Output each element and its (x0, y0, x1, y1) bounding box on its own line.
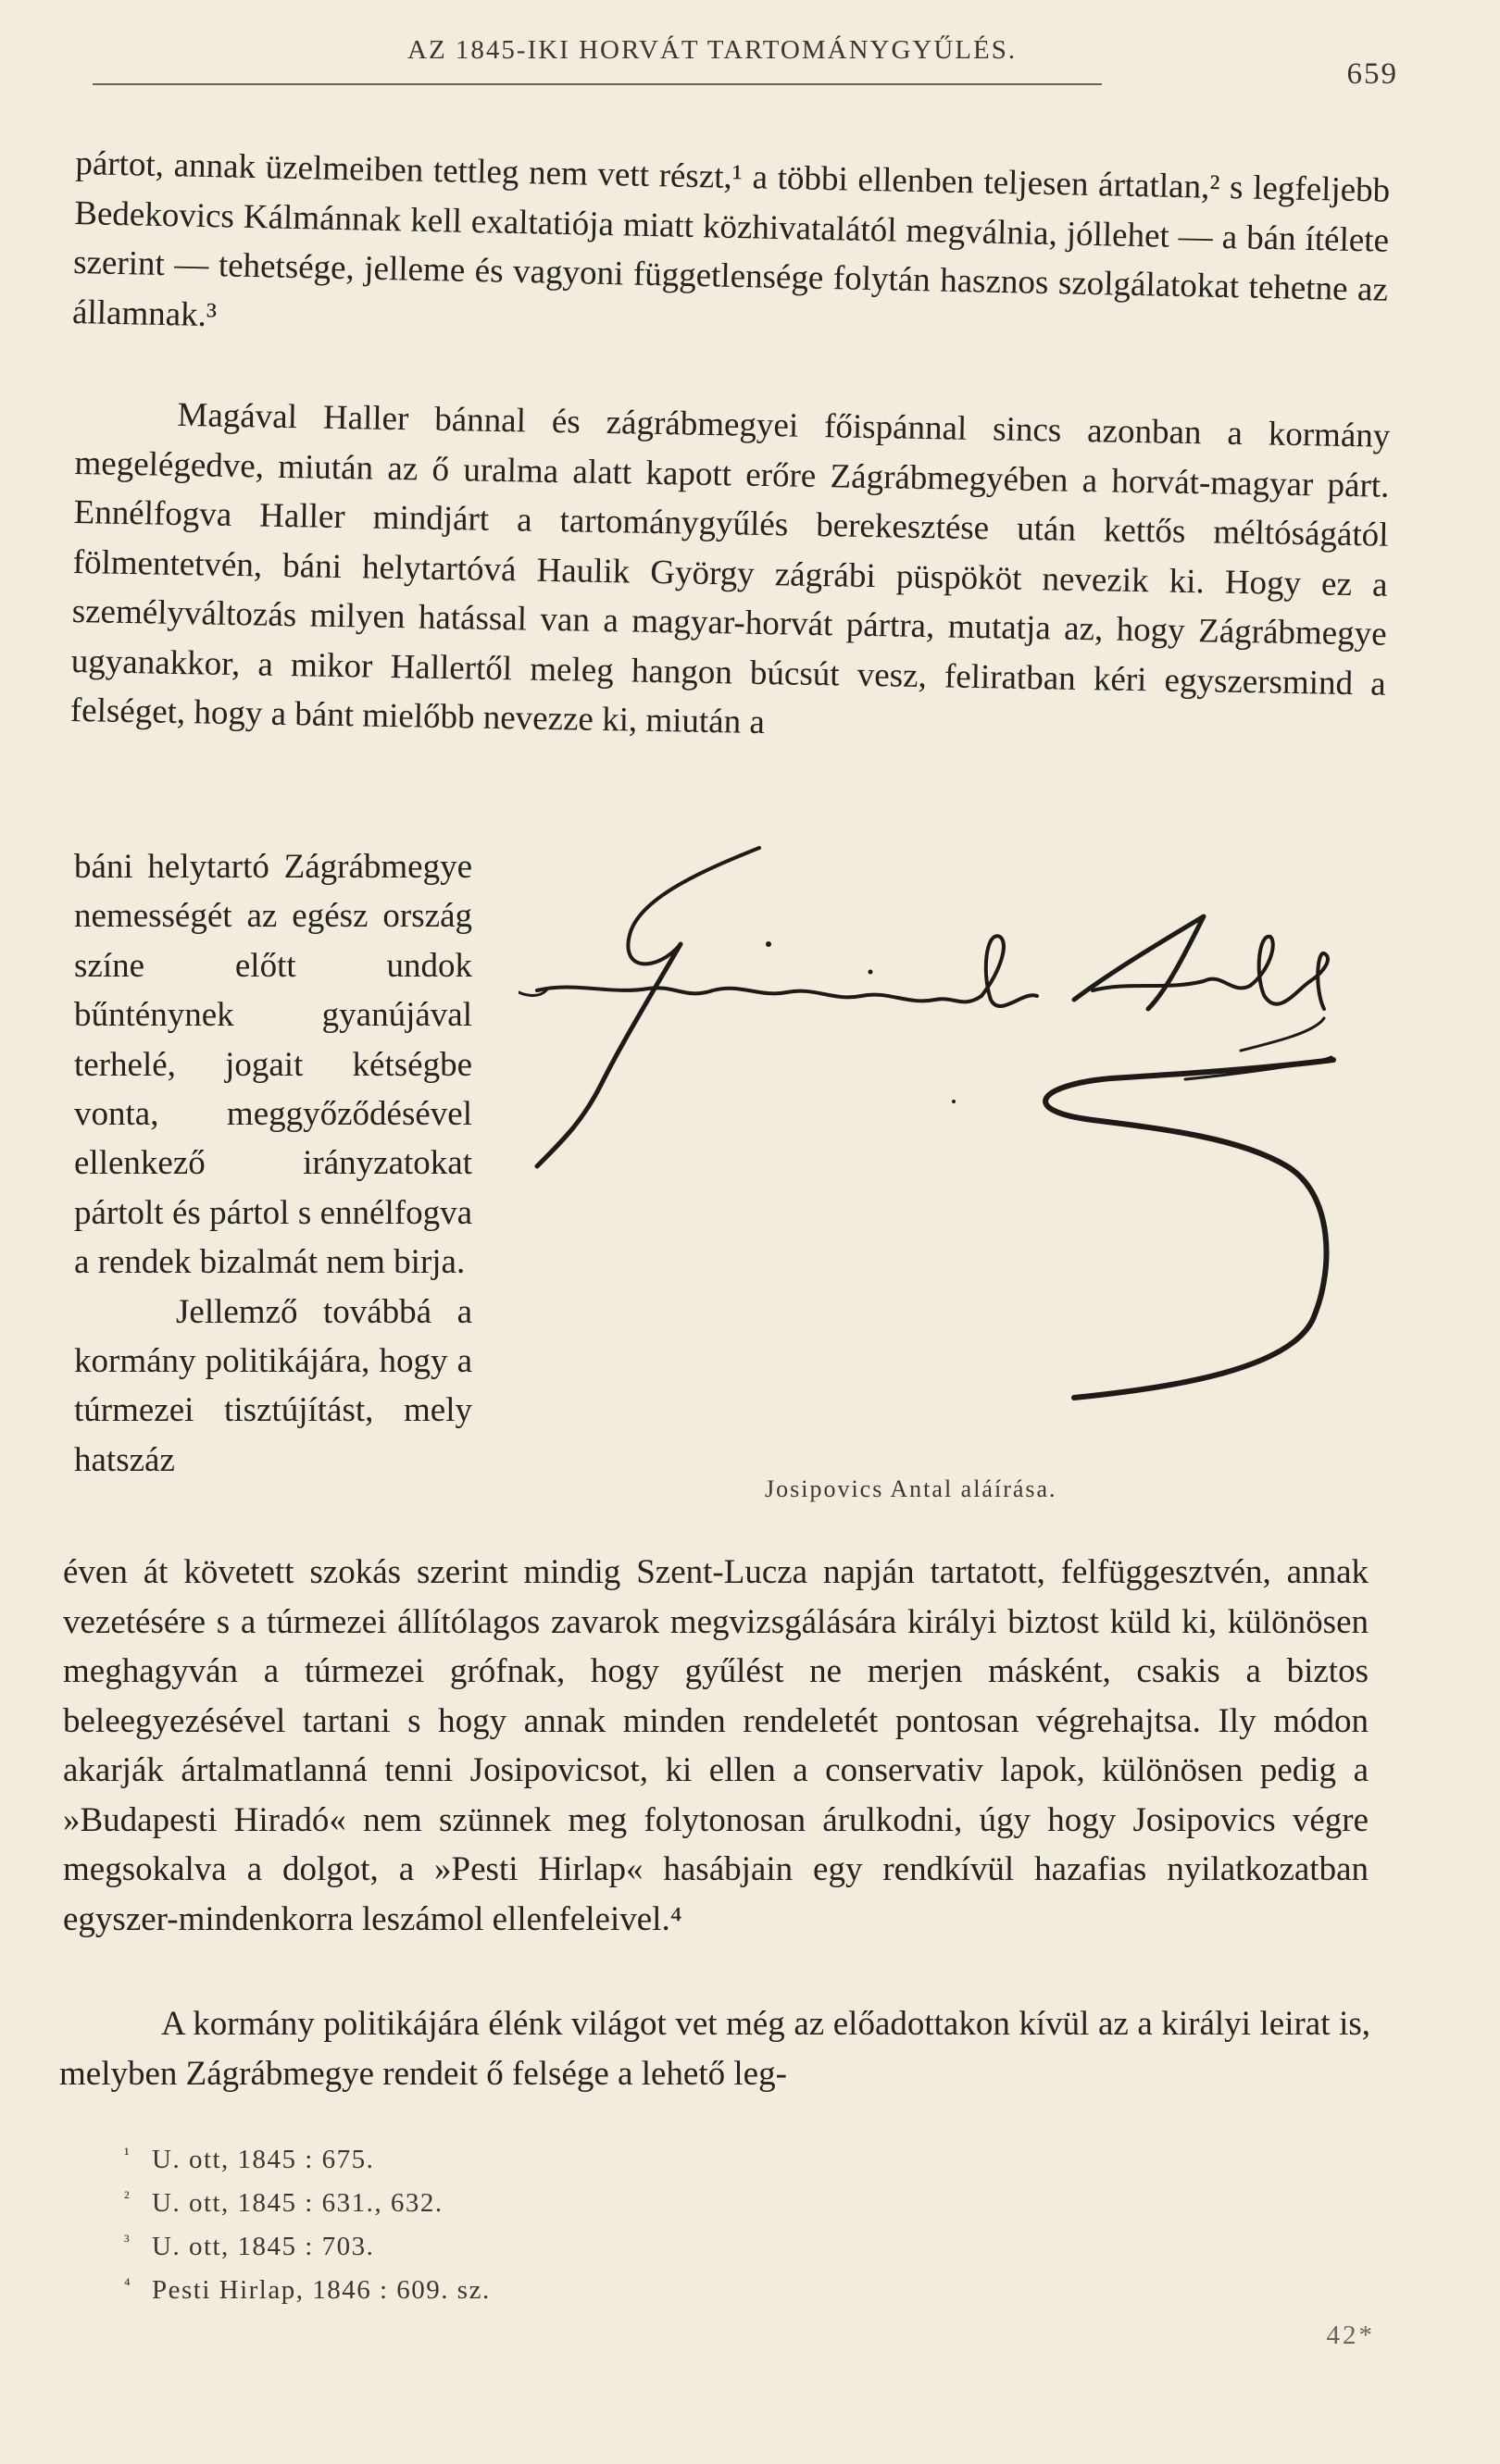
paragraph-4: A kormány politikájára élénk világot vet még az előadottakon kívül az a királyi leirat is, melyben Zágrábmegye rendeit ő felsége a lehető leg- (59, 2005, 1370, 2093)
left-column-text: báni helytartó Zágrábmegye nemességét az egész ország színe előtt undok bűnténynek gyanújával terhelé, jogait kétségbe vonta, meggyőződésével ellenkező irányzatokat pártolt és pártol s ennélfogva a rendek bizalmát nem birja. (74, 848, 472, 1282)
signature-figure (519, 833, 1380, 1500)
paragraph-3: éven át követett szokás szerint mindig Szent-Lucza napján tartatott, felfüggesztvén, annak vezetésére s a túrmezei állítólagos zavarok megvizsgálására királyi biztost küld ki, különösen meghagyván a túrmezei grófnak, hogy gyűlést ne merjen másként, csakis a biztos beleegyezésével tartani s hogy annak minden rendeletét pontosan végrehajtsa. Ily módon akarják ártalmatlanná tenni Josipovicsot, ki ellen a conservativ lapok, különösen pedig a »Budapesti Hiradó« nem szünnek meg folytonosan árulkodni, úgy hogy Josipovics végre megsokalva a dolgot, a »Pesti Hirlap« hasábjain egy rendkívül hazafias nyilatkozatban egyszer-mindenkorra leszámol ellenfeleivel.⁴ (63, 1553, 1369, 1938)
footnote-text: U. ott, 1845 : 631., 632. (152, 2188, 444, 2218)
paragraph-2: Magával Haller bánnal és zágrábmegyei főispánnal sincs azonban a kormány megelégedve, miután az ő uralma alatt kapott erőre Zágrábmegyében a horvát-magyar párt. Ennélfogva Haller mindjárt a tartománygyűlés berekesztése után kettős méltóságától fölmentetvén, báni helytartóvá Haulik György zágrábi püspököt nevezik ki. Hogy ez a személyváltozás milyen hatással van a magyar-horvát pártra, mutatja az, hogy Zágrábmegye ugyanakkor, a mikor Hallertől meleg hangon búcsút vesz, feliratban kéri egyszersmind a felséget, hogy a bánt mielőbb nevezze ki, miután a (69, 395, 1391, 742)
footnotes (124, 2138, 491, 2312)
footnote-mark: ³ (124, 2232, 131, 2251)
footnote-1 (124, 2138, 491, 2182)
printer-signature-mark: 42* (1326, 2321, 1375, 2350)
signature-image (519, 833, 1380, 1481)
paragraph-left-column (74, 842, 472, 1485)
footnote-text: U. ott, 1845 : 703. (152, 2232, 375, 2261)
running-title: AZ 1845-IKI HORVÁT TARTOMÁNYGYŰLÉS. (407, 35, 1018, 65)
header-rule (93, 83, 1102, 85)
footnote-mark: ¹ (124, 2145, 131, 2164)
footnote-text: Pesti Hirlap, 1846 : 609. sz. (152, 2275, 491, 2305)
figure-caption: Josipovics Antal aláírása. (765, 1475, 1057, 1502)
footnote-text: U. ott, 1845 : 675. (152, 2145, 375, 2174)
page-number: 659 (1346, 57, 1398, 91)
paragraph-1: pártot, annak üzelmeiben tettleg nem vett részt,¹ a többi ellenben teljesen ártatlan,² s legfeljebb Bedekovics Kálmánnak kell exaltatiója miatt közhivatalától megválnia, jóllehet — a bán ítélete szerint — tehetsége, jelleme és vagyoni függetlensége folytán hasznos szolgálatokat tehetne az államnak.³ (71, 143, 1391, 334)
running-head (93, 35, 1398, 94)
footnote-2 (124, 2182, 491, 2225)
footnote-4 (124, 2269, 491, 2312)
footnote-mark: ⁴ (124, 2275, 132, 2295)
left-column-text-2: Jellemző továbbá a kormány politikájára, hogy a túrmezei tisztújítást, mely hatszáz (74, 1292, 472, 1479)
footnote-3 (124, 2225, 491, 2269)
footnote-mark: ² (124, 2188, 131, 2208)
